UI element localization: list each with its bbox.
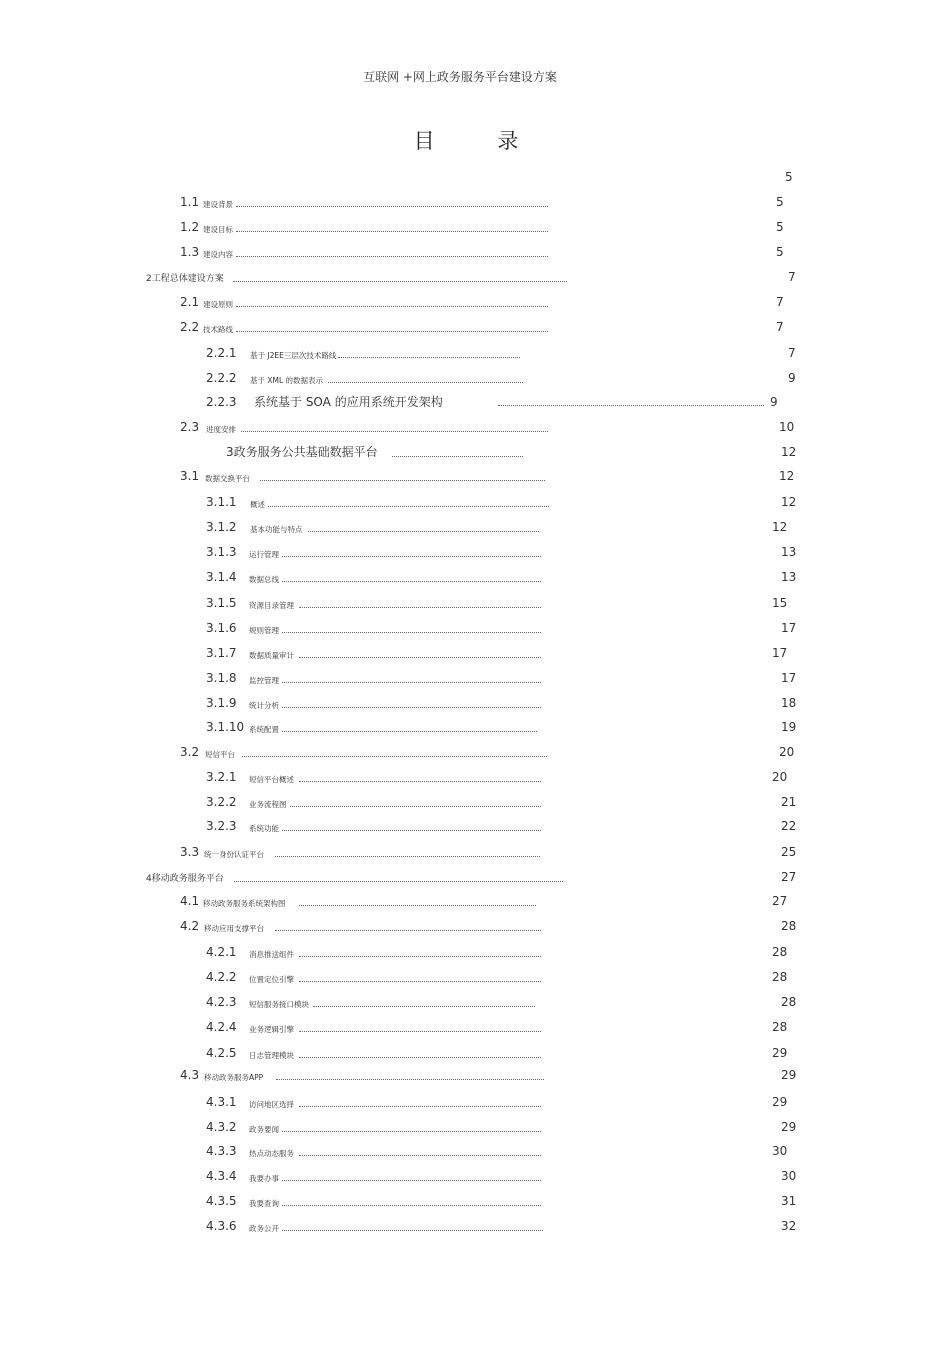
toc-entry[interactable] bbox=[0, 545, 950, 561]
toc-entry-page: 19 bbox=[781, 720, 797, 734]
toc-dot-leader bbox=[299, 980, 541, 982]
toc-entry-label: 系统配置 bbox=[249, 725, 279, 734]
toc-dot-leader bbox=[241, 430, 548, 432]
toc-entry-page: 25 bbox=[781, 845, 797, 859]
toc-entry-number: 2.2 bbox=[180, 320, 200, 334]
toc-entry-page: 28 bbox=[772, 945, 788, 959]
toc-dot-leader bbox=[498, 404, 764, 406]
toc-entry[interactable] bbox=[0, 1194, 950, 1210]
toc-entry-label: 短信服务接口模块 bbox=[249, 1000, 309, 1009]
toc-dot-leader bbox=[260, 479, 545, 481]
toc-dot-leader bbox=[282, 829, 541, 831]
toc-entry[interactable] bbox=[0, 696, 950, 712]
toc-entry[interactable] bbox=[0, 1219, 950, 1235]
toc-entry-number: 4.3.1 bbox=[206, 1095, 237, 1109]
toc-dot-leader bbox=[236, 305, 548, 307]
toc-entry-page: 27 bbox=[781, 870, 797, 884]
toc-entry-page: 12 bbox=[772, 520, 788, 534]
toc-entry-page: 30 bbox=[781, 1169, 797, 1183]
toc-entry[interactable] bbox=[0, 671, 950, 687]
toc-entry-label: 短信平台概述 bbox=[249, 775, 294, 784]
toc-entry-page: 13 bbox=[781, 570, 797, 584]
toc-entry[interactable] bbox=[0, 621, 950, 637]
toc-entry[interactable] bbox=[0, 395, 950, 411]
toc-entry-page: 22 bbox=[781, 819, 797, 833]
toc-entry-page: 15 bbox=[772, 596, 788, 610]
toc-dot-leader bbox=[392, 455, 523, 457]
toc-entry[interactable] bbox=[0, 220, 950, 236]
toc-dot-leader bbox=[299, 955, 541, 957]
toc-dot-leader bbox=[338, 356, 520, 358]
toc-entry[interactable] bbox=[0, 720, 950, 736]
toc-entry-label: 访问地区选择 bbox=[249, 1100, 294, 1109]
toc-entry[interactable] bbox=[0, 919, 950, 935]
toc-entry-page: 17 bbox=[772, 646, 788, 660]
toc-dot-leader bbox=[299, 1154, 541, 1156]
toc-entry-label: 建设内容 bbox=[203, 250, 233, 259]
toc-entry[interactable] bbox=[0, 894, 950, 910]
toc-entry[interactable] bbox=[0, 1144, 950, 1160]
toc-entry-page: 29 bbox=[781, 1068, 797, 1082]
toc-entry-number: 4.2 bbox=[180, 919, 200, 933]
toc-dot-leader bbox=[236, 205, 548, 207]
toc-entry-label: 业务流程图 bbox=[249, 800, 287, 809]
toc-entry[interactable] bbox=[0, 646, 950, 662]
toc-dot-leader bbox=[282, 580, 541, 582]
toc-entry-page: 20 bbox=[779, 745, 795, 759]
toc-entry[interactable] bbox=[0, 570, 950, 586]
toc-entry-number: 1.3 bbox=[180, 245, 200, 259]
toc-entry-page: 29 bbox=[781, 1120, 797, 1134]
toc-dot-leader bbox=[282, 1204, 541, 1206]
toc-entry-number: 2.2.1 bbox=[206, 346, 237, 360]
toc-entry-number: 3.2.2 bbox=[206, 795, 237, 809]
toc-entry[interactable] bbox=[0, 1020, 950, 1036]
toc-entry-number: 4.2.1 bbox=[206, 945, 237, 959]
toc-dot-leader bbox=[242, 755, 547, 757]
toc-dot-leader bbox=[275, 929, 541, 931]
toc-entry-number: 4.3.4 bbox=[206, 1169, 237, 1183]
page-header: 互联网 +网上政务服务平台建设方案 bbox=[363, 70, 557, 84]
toc-dot-leader bbox=[299, 1105, 541, 1107]
toc-entry[interactable] bbox=[0, 1120, 950, 1136]
toc-entry[interactable] bbox=[0, 770, 950, 786]
toc-entry-page: 5 bbox=[776, 195, 784, 209]
toc-dot-leader bbox=[308, 530, 539, 532]
toc-entry[interactable] bbox=[0, 1169, 950, 1185]
toc-entry-page: 7 bbox=[776, 320, 784, 334]
toc-dot-leader bbox=[268, 505, 549, 507]
toc-entry-number: 3.2 bbox=[180, 745, 200, 759]
toc-entry-page: 5 bbox=[776, 245, 784, 259]
toc-entry[interactable] bbox=[0, 346, 950, 362]
toc-entry-page: 7 bbox=[788, 346, 796, 360]
toc-entry-number: 3.2.1 bbox=[206, 770, 237, 784]
toc-entry-label: 规则管理 bbox=[249, 626, 279, 635]
toc-entry-number: 3.1.9 bbox=[206, 696, 237, 710]
toc-entry-number: 3.1.1 bbox=[206, 495, 237, 509]
toc-entry-label: 系统基于 SOA 的应用系统开发架构 bbox=[254, 395, 443, 409]
toc-entry-label: 资源目录管理 bbox=[249, 601, 294, 610]
toc-entry-page: 20 bbox=[772, 770, 788, 784]
toc-entry-label: 数据总线 bbox=[249, 575, 279, 584]
toc-entry-number: 4.3.6 bbox=[206, 1219, 237, 1233]
toc-dot-leader bbox=[299, 1030, 541, 1032]
toc-entry-number: 4.3.5 bbox=[206, 1194, 237, 1208]
toc-entry-page: 28 bbox=[772, 1020, 788, 1034]
toc-entry-number: 2.3 bbox=[180, 420, 200, 434]
toc-dot-leader bbox=[299, 656, 541, 658]
toc-entry-label: 建设原则 bbox=[203, 300, 233, 309]
toc-entry-page: 5 bbox=[785, 170, 793, 184]
toc-title: 目 录 bbox=[413, 129, 547, 153]
toc-entry-page: 28 bbox=[781, 919, 797, 933]
toc-dot-leader bbox=[234, 880, 563, 882]
toc-dot-leader bbox=[313, 1005, 535, 1007]
toc-entry-number: 2.2.2 bbox=[206, 371, 237, 385]
toc-entry-label: 移动政务服务APP bbox=[204, 1073, 264, 1082]
toc-entry-page: 31 bbox=[781, 1194, 797, 1208]
toc-entry-label: 基于 XML 的数据表示 bbox=[250, 376, 324, 385]
toc-entry[interactable] bbox=[0, 1068, 950, 1084]
toc-entry-number: 3.3 bbox=[180, 845, 200, 859]
toc-entry[interactable] bbox=[0, 1046, 950, 1062]
toc-entry-number: 1.1 bbox=[180, 195, 200, 209]
toc-entry-page: 21 bbox=[781, 795, 797, 809]
toc-entry-page: 27 bbox=[772, 894, 788, 908]
toc-entry-label: 基本功能与特点 bbox=[250, 525, 303, 534]
toc-dot-leader bbox=[282, 681, 541, 683]
toc-entry-number: 2.2.3 bbox=[206, 395, 237, 409]
toc-entry-page: 7 bbox=[788, 270, 796, 284]
toc-entry-label: 日志管理模块 bbox=[249, 1051, 294, 1060]
toc-entry-label: 3政务服务公共基础数据平台 bbox=[226, 445, 378, 459]
toc-dot-leader bbox=[236, 230, 548, 232]
toc-entry-label: 位置定位引擎 bbox=[249, 975, 294, 984]
toc-entry-label: 消息推送组件 bbox=[249, 950, 294, 959]
toc-entry-number: 3.1.3 bbox=[206, 545, 237, 559]
toc-entry-page: 12 bbox=[779, 469, 795, 483]
toc-entry-page: 32 bbox=[781, 1219, 797, 1233]
toc-entry[interactable] bbox=[0, 270, 950, 286]
toc-entry-page: 13 bbox=[781, 545, 797, 559]
toc-entry-page: 10 bbox=[779, 420, 795, 434]
toc-entry-page: 29 bbox=[772, 1095, 788, 1109]
toc-entry-page: 17 bbox=[781, 621, 797, 635]
toc-dot-leader bbox=[282, 631, 541, 633]
toc-entry-label: 基于 J2EE三层次技术路线 bbox=[250, 351, 337, 360]
toc-entry-page: 28 bbox=[781, 995, 797, 1009]
toc-entry[interactable] bbox=[0, 819, 950, 835]
toc-entry[interactable] bbox=[0, 420, 950, 436]
toc-entry-number: 3.1.4 bbox=[206, 570, 237, 584]
toc-entry-page: 9 bbox=[788, 371, 796, 385]
toc-dot-leader bbox=[299, 1056, 541, 1058]
toc-entry[interactable] bbox=[0, 469, 950, 485]
toc-entry[interactable] bbox=[0, 845, 950, 861]
toc-entry[interactable] bbox=[0, 245, 950, 261]
toc-entry-label: 统一身份认证平台 bbox=[204, 850, 264, 859]
toc-entry[interactable] bbox=[0, 596, 950, 612]
toc-dot-leader bbox=[282, 1229, 543, 1231]
toc-entry-page: 28 bbox=[772, 970, 788, 984]
toc-dot-leader bbox=[236, 255, 548, 257]
toc-entry-page: 29 bbox=[772, 1046, 788, 1060]
toc-entry[interactable] bbox=[0, 970, 950, 986]
toc-entry-number: 4.3 bbox=[180, 1068, 200, 1082]
toc-entry[interactable] bbox=[0, 170, 950, 186]
toc-dot-leader bbox=[276, 1078, 544, 1080]
toc-entry[interactable] bbox=[0, 445, 950, 461]
toc-entry-page: 9 bbox=[770, 395, 778, 409]
toc-entry-label: 政务公开 bbox=[249, 1224, 279, 1233]
toc-entry[interactable] bbox=[0, 870, 950, 886]
toc-entry-label: 监控管理 bbox=[249, 676, 279, 685]
toc-entry-label: 建设背景 bbox=[203, 200, 233, 209]
toc-entry-label: 系统功能 bbox=[249, 824, 279, 833]
toc-entry-label: 移动政务服务系统架构图 bbox=[203, 899, 286, 908]
toc-entry-number: 3.1.8 bbox=[206, 671, 237, 685]
toc-entry-number: 4.2.2 bbox=[206, 970, 237, 984]
toc-entry[interactable] bbox=[0, 795, 950, 811]
toc-dot-leader bbox=[282, 1130, 541, 1132]
toc-entry-page: 30 bbox=[772, 1144, 788, 1158]
toc-entry-number: 4.2.4 bbox=[206, 1020, 237, 1034]
toc-entry-number: 3.1.7 bbox=[206, 646, 237, 660]
toc-entry-page: 17 bbox=[781, 671, 797, 685]
toc-entry-label: 数据质量审计 bbox=[249, 651, 294, 660]
toc-entry-label: 统计分析 bbox=[249, 701, 279, 710]
toc-entry-number: 4.1 bbox=[180, 894, 200, 908]
toc-entry-number: 3.1.6 bbox=[206, 621, 237, 635]
toc-entry-label: 概述 bbox=[250, 500, 265, 509]
toc-dot-leader bbox=[290, 805, 541, 807]
toc-entry-label: 短信平台 bbox=[205, 750, 235, 759]
toc-entry-page: 12 bbox=[781, 445, 797, 459]
toc-entry-label: 业务逻辑引擎 bbox=[249, 1025, 294, 1034]
toc-entry-label: 我要查询 bbox=[249, 1199, 279, 1208]
toc-dot-leader bbox=[275, 855, 540, 857]
toc-entry[interactable] bbox=[0, 520, 950, 536]
toc-dot-leader bbox=[236, 330, 548, 332]
toc-entry-number: 4.3.2 bbox=[206, 1120, 237, 1134]
toc-entry[interactable] bbox=[0, 1095, 950, 1111]
toc-dot-leader bbox=[282, 730, 537, 732]
toc-entry-label: 4移动政务服务平台 bbox=[146, 874, 224, 884]
toc-dot-leader bbox=[299, 904, 536, 906]
toc-dot-leader bbox=[299, 606, 541, 608]
toc-entry-page: 7 bbox=[776, 295, 784, 309]
toc-entry-label: 我要办事 bbox=[249, 1174, 279, 1183]
toc-entry-label: 运行管理 bbox=[249, 550, 279, 559]
toc-entry-number: 1.2 bbox=[180, 220, 200, 234]
toc-entry-page: 12 bbox=[781, 495, 797, 509]
toc-entry-number: 3.1.2 bbox=[206, 520, 237, 534]
toc-dot-leader bbox=[282, 1179, 541, 1181]
toc-entry[interactable] bbox=[0, 320, 950, 336]
toc-dot-leader bbox=[282, 555, 541, 557]
toc-entry-label: 2工程总体建设方案 bbox=[146, 274, 224, 284]
toc-entry-label: 建设目标 bbox=[203, 225, 233, 234]
toc-dot-leader bbox=[282, 706, 541, 708]
toc-dot-leader bbox=[328, 381, 523, 383]
toc-dot-leader bbox=[299, 780, 541, 782]
toc-entry-number: 4.2.3 bbox=[206, 995, 237, 1009]
toc-entry-number: 2.1 bbox=[180, 295, 200, 309]
toc-entry-label: 移动应用支撑平台 bbox=[204, 924, 264, 933]
toc-entry[interactable] bbox=[0, 995, 950, 1011]
toc-entry-number: 4.3.3 bbox=[206, 1144, 237, 1158]
toc-entry-number: 4.2.5 bbox=[206, 1046, 237, 1060]
toc-entry[interactable] bbox=[0, 195, 950, 211]
toc-entry[interactable] bbox=[0, 745, 950, 761]
toc-entry[interactable] bbox=[0, 945, 950, 961]
toc-entry[interactable] bbox=[0, 495, 950, 511]
toc-entry-number: 3.2.3 bbox=[206, 819, 237, 833]
toc-entry-number: 3.1.5 bbox=[206, 596, 237, 610]
toc-entry-label: 技术路线 bbox=[203, 325, 233, 334]
toc-entry-number: 3.1 bbox=[180, 469, 200, 483]
toc-entry-label: 热点动态服务 bbox=[249, 1149, 294, 1158]
toc-entry[interactable] bbox=[0, 295, 950, 311]
toc-entry-label: 数据交换平台 bbox=[205, 474, 250, 483]
toc-dot-leader bbox=[233, 280, 567, 282]
toc-entry-label: 政务要闻 bbox=[249, 1125, 279, 1134]
toc-entry-page: 18 bbox=[781, 696, 797, 710]
toc-entry[interactable] bbox=[0, 371, 950, 387]
toc-entry-label: 进度安排 bbox=[206, 425, 236, 434]
toc-entry-page: 5 bbox=[776, 220, 784, 234]
toc-entry-number: 3.1.10 bbox=[206, 720, 245, 734]
